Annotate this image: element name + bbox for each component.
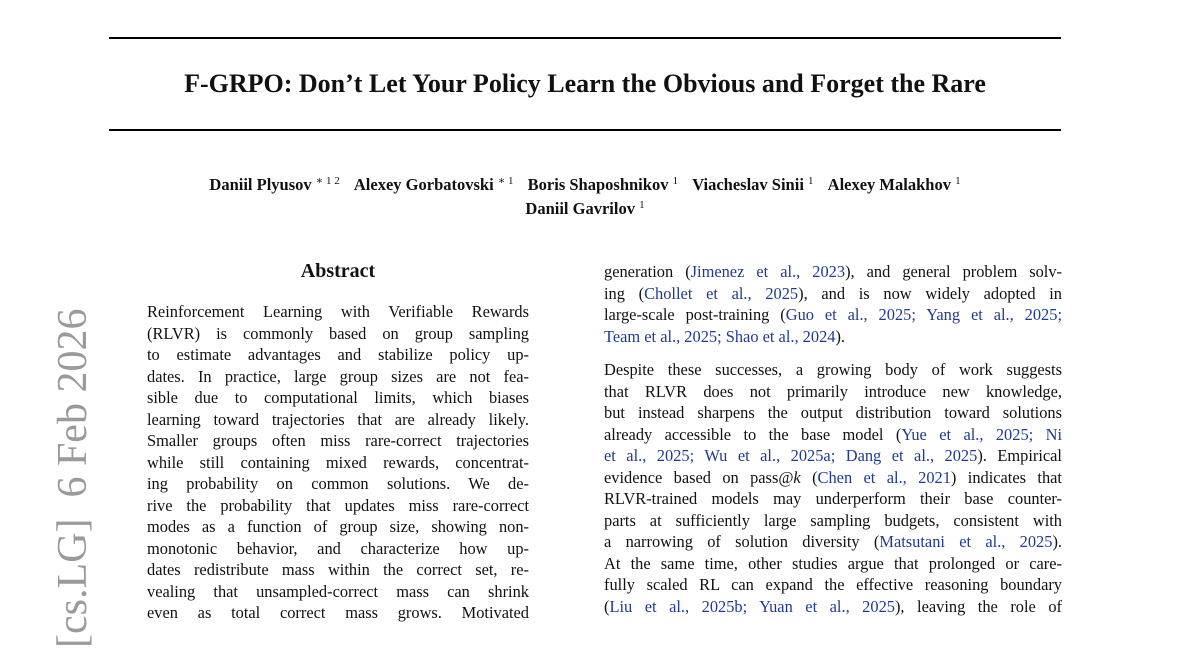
author: Alexey Gorbatovski $^{∗ 1}$ xyxy=(353,175,514,194)
body-line: generation (Jimenez et al., 2023), and general problem solv- xyxy=(604,262,1062,281)
body-line: that RLVR does not primarily introduce new knowledge, xyxy=(604,381,1062,401)
arxiv-stamp xyxy=(52,309,94,648)
author: Daniil Gavrilov $^1$ xyxy=(525,199,645,218)
citation-link[interactable]: Chollet et al., 2025 xyxy=(644,283,799,303)
citation-link[interactable]: Chen et al., 2021 xyxy=(817,467,951,487)
abstract-text xyxy=(147,301,529,624)
citation-link[interactable]: Shao et al., 2024 xyxy=(725,326,836,346)
abstract-line: Smaller groups often miss rare-correct trajectories xyxy=(147,431,529,450)
body-line: (Liu et al., 2025b; Yuan et al., 2025), leaving the role of xyxy=(604,596,1062,616)
citation-link[interactable]: Wu et al., 2025a xyxy=(704,446,831,465)
citation-link[interactable]: Matsutani et al., 2025 xyxy=(879,532,1053,551)
body-line: RLVR-trained models may underperform their base counter- xyxy=(604,489,1062,508)
body-line: At the same time, other studies argue that prolonged or care- xyxy=(604,553,1062,573)
citation-link[interactable]: Liu et al., 2025b xyxy=(609,596,743,616)
abstract-line: (RLVR) is commonly based on group sampling xyxy=(147,323,529,343)
title-rule-top xyxy=(109,37,1061,39)
body-line: fully scaled RL can expand the effective reasoning boundary xyxy=(604,575,1062,594)
abstract-line: sible due to computational limits, which biases xyxy=(147,388,529,407)
citation-link[interactable]: Dang et al., 2025 xyxy=(845,446,978,465)
abstract-line: to estimate advantages and stabilize policy up- xyxy=(147,345,529,364)
citation-link[interactable]: Yuan et al., 2025 xyxy=(759,596,895,616)
citation-link[interactable]: et al., 2025 xyxy=(604,446,690,465)
author-line-2 xyxy=(109,197,1061,221)
title-rule-bottom xyxy=(109,129,1061,131)
abstract-heading: Abstract xyxy=(300,260,376,282)
body-line: but instead sharpens the output distribution toward solutions xyxy=(604,403,1062,422)
body-line: Despite these successes, a growing body of work suggests xyxy=(604,360,1062,379)
abstract-line: Reinforcement Learning with Verifiable Rewards xyxy=(147,302,529,321)
body-line: a narrowing of solution diversity (Matsutani et al., 2025). xyxy=(604,532,1063,551)
arxiv-category: [cs.LG] xyxy=(50,518,96,648)
abstract-line: learning toward trajectories that are already likely. xyxy=(147,409,529,429)
body-line: evidence based on pass@k (Chen et al., 2021) indicates that xyxy=(604,467,1062,487)
abstract-line: rive the probability that updates miss rare-correct xyxy=(147,495,529,515)
abstract-line: ing probability on common solutions. We de- xyxy=(147,474,529,493)
author: Alexey Malakhov $^1$ xyxy=(827,175,961,194)
author: Daniil Plyusov $^{∗ 1 2}$ xyxy=(209,175,340,194)
body-line: already accessible to the base model (Yue et al., 2025; Ni xyxy=(604,424,1063,444)
author: Viacheslav Sinii $^1$ xyxy=(692,175,814,194)
arxiv-date: 6 Feb 2026 xyxy=(50,308,96,498)
author-list xyxy=(109,173,1061,221)
math-symbol: k xyxy=(793,467,801,487)
citation-link[interactable]: Team et al., 2025 xyxy=(604,326,718,346)
author: Boris Shaposhnikov $^1$ xyxy=(527,175,679,194)
citation-link[interactable]: Ni xyxy=(1045,424,1063,444)
body-line: et al., 2025; Wu et al., 2025a; Dang et al., 2025). Empirical xyxy=(604,446,1062,465)
abstract-line: monotonic behavior, and characterize how up- xyxy=(147,538,529,558)
abstract-line: dates redistribute mass within the correct set, re- xyxy=(147,560,529,579)
abstract-line: while still containing mixed rewards, concentrat- xyxy=(147,452,529,472)
abstract-line: even as total correct mass grows. Motivated xyxy=(147,603,529,622)
citation-link[interactable]: Guo et al., 2025 xyxy=(785,305,912,324)
intro-text xyxy=(604,261,1062,617)
abstract-line: modes as a function of group size, showing non- xyxy=(147,517,529,536)
paper-title: F-GRPO: Don’t Let Your Policy Learn the Obvious and Forget the Rare xyxy=(184,69,986,98)
paragraph-gap xyxy=(604,347,1062,359)
body-line: large-scale post-training (Guo et al., 2025; Yang et al., 2025; xyxy=(604,305,1063,324)
body-line: Team et al., 2025; Shao et al., 2024). xyxy=(604,326,846,346)
citation-link[interactable]: Jimenez et al., 2023 xyxy=(690,262,846,281)
body-line: parts at sufficiently large sampling budgets, consistent with xyxy=(604,510,1062,530)
abstract-line: vealing that unsampled-correct mass can shrink xyxy=(147,581,529,601)
citation-link[interactable]: Yang et al., 2025 xyxy=(926,305,1058,324)
author-line-1 xyxy=(109,173,1061,197)
abstract-line: dates. In practice, large group sizes are not fea- xyxy=(147,366,529,386)
citation-link[interactable]: Yue et al., 2025 xyxy=(901,424,1029,444)
body-line: ing (Chollet et al., 2025), and is now widely adopted in xyxy=(604,283,1062,303)
